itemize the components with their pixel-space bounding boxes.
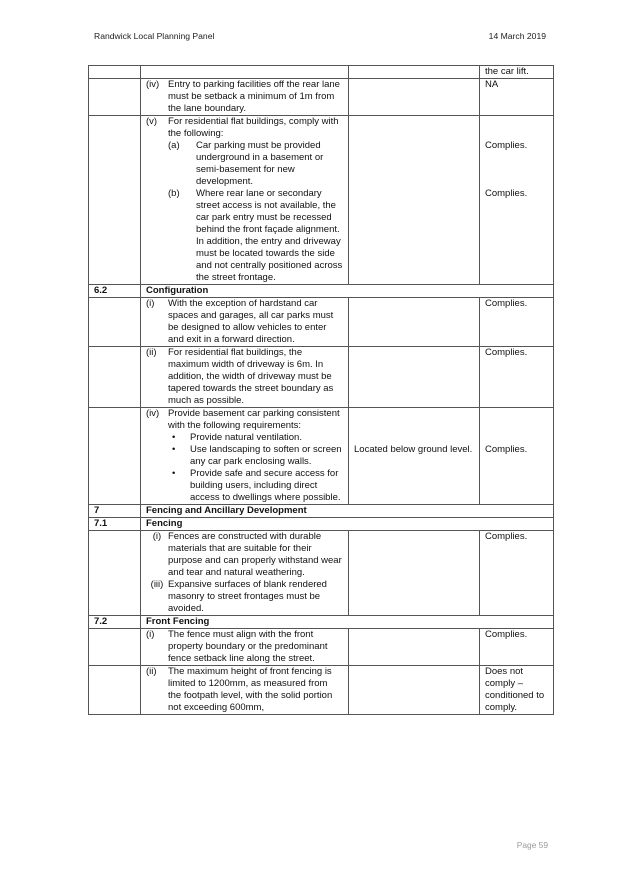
item-number: (iv) — [146, 408, 160, 419]
section-heading: Fencing — [141, 518, 554, 531]
table-row — [89, 66, 554, 79]
section-row — [89, 518, 554, 531]
section-number: 7.1 — [89, 518, 141, 531]
compliance-text: Complies. — [485, 444, 528, 455]
item-number: (ii) — [146, 666, 157, 677]
proposal-cell — [349, 408, 480, 505]
item-text: For residential flat buildings, comply with the following: — [168, 116, 339, 139]
compliance-cell: Complies. — [480, 629, 554, 666]
section-heading: Configuration — [141, 285, 554, 298]
table-row — [89, 298, 554, 347]
table-row — [89, 79, 554, 116]
section-row — [89, 616, 554, 629]
header-date: 14 March 2019 — [488, 31, 546, 41]
item-text: For residential flat buildings, the maximum width of driveway is 6m. In addition, the width of driveway must be tapered towards the street boundary as much as possible. — [168, 347, 334, 406]
item-number: (i) — [152, 531, 162, 542]
table-row — [89, 116, 554, 285]
section-number: 7 — [89, 505, 141, 518]
sub-item-number: (b) — [168, 188, 180, 199]
bullet-icon: • — [172, 468, 176, 479]
control-cell — [141, 79, 349, 116]
compliance-cell: NA — [480, 79, 554, 116]
item-number: (ii) — [146, 347, 157, 358]
section-row — [89, 505, 554, 518]
item-number: (i) — [146, 629, 155, 640]
control-cell — [141, 116, 349, 285]
item-number: (iv) — [146, 79, 160, 90]
compliance-cell: Complies. — [480, 531, 554, 616]
bullet-text: Provide natural ventilation. — [190, 432, 302, 443]
section-heading: Fencing and Ancillary Development — [141, 505, 554, 518]
sub-item-text: Where rear lane or secondary street access is not available, the car park entry must be recessed behind the front façade alignment. In addition, the entry and driveway must be located towards the side and not centrally positioned across the street frontage. — [196, 188, 343, 283]
bullet-text: Use landscaping to soften or screen any car park enclosing walls. — [190, 444, 342, 467]
item-text: Expansive surfaces of blank rendered masonry to street frontages must be avoided. — [168, 579, 327, 614]
compliance-table — [88, 65, 554, 715]
control-cell — [141, 298, 349, 347]
section-row — [89, 285, 554, 298]
compliance-cell: Complies. — [480, 347, 554, 408]
table-row — [89, 531, 554, 616]
compliance-cell — [480, 408, 554, 505]
section-heading: Front Fencing — [141, 616, 554, 629]
bullet-text: Provide safe and secure access for building users, including direct access to dwellings where possible. — [190, 468, 341, 503]
item-text: The fence must align with the front property boundary or the predominant fence setback line along the street. — [168, 629, 328, 664]
item-number: (v) — [146, 116, 158, 127]
section-number: 7.2 — [89, 616, 141, 629]
proposal-text: Located below ground level. — [354, 444, 473, 455]
section-number: 6.2 — [89, 285, 141, 298]
header-title: Randwick Local Planning Panel — [94, 31, 215, 41]
item-text: Fences are constructed with durable materials that are suitable for their purpose and can properly withstand wear and tear and natural weathering. — [168, 531, 342, 578]
control-cell — [141, 531, 349, 616]
item-text: With the exception of hardstand car spaces and garages, all car parks must be designed to allow vehicles to enter and exit in a forward direction. — [168, 298, 334, 345]
compliance-cell: Does not comply – conditioned to comply. — [480, 666, 554, 715]
bullet-icon: • — [172, 432, 176, 443]
compliance-cell: the car lift. — [480, 66, 554, 79]
page-number: Page 59 — [516, 840, 548, 850]
table-row — [89, 629, 554, 666]
item-text: Provide basement car parking consistent with the following requirements: — [168, 408, 340, 431]
item-number: (iii) — [150, 579, 164, 590]
item-number: (i) — [146, 298, 155, 309]
compliance-cell: Complies. — [480, 298, 554, 347]
table-row — [89, 347, 554, 408]
compliance-text: Complies. — [485, 140, 528, 151]
item-text: Entry to parking facilities off the rear lane must be setback a minimum of 1m from the lane boundary. — [168, 79, 340, 114]
sub-item-text: Car parking must be provided underground in a basement or semi-basement for new development. — [196, 140, 324, 187]
control-cell — [141, 408, 349, 505]
item-text: The maximum height of front fencing is limited to 1200mm, as measured from the footpath level, with the solid portion not exceeding 600mm, — [168, 666, 333, 713]
table-row — [89, 666, 554, 715]
control-cell — [141, 666, 349, 715]
control-cell — [141, 347, 349, 408]
control-cell — [141, 629, 349, 666]
bullet-icon: • — [172, 444, 176, 455]
table-row — [89, 408, 554, 505]
sub-item-number: (a) — [168, 140, 180, 151]
compliance-cell — [480, 116, 554, 285]
compliance-text: Complies. — [485, 188, 528, 199]
